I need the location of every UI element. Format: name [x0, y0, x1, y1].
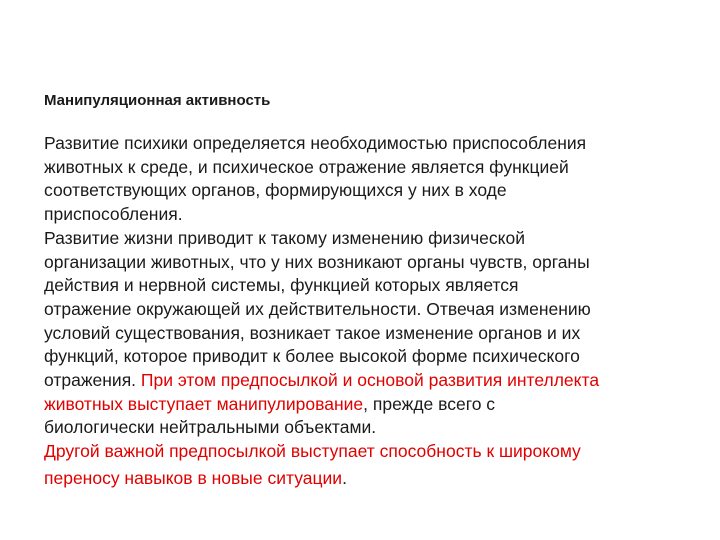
text-line: [44, 251, 716, 275]
slide-title: Манипуляционная активность: [44, 92, 271, 109]
text-segment: соответствующих органов, формирующихся у них в ходе: [44, 180, 507, 201]
text-segment: отражение окружающей их действительности. Отвечая изменению: [44, 298, 591, 319]
text-line: [44, 298, 716, 322]
text-line: [44, 322, 716, 346]
text-line: [44, 274, 716, 298]
text-line: [44, 416, 716, 440]
text-line: [44, 345, 716, 369]
text-segment: приспособления.: [44, 204, 183, 225]
highlighted-text-segment: Другой важной предпосылкой выступает способность к широкому: [44, 441, 581, 462]
text-segment: действия и нервной системы, функцией которых является: [44, 275, 519, 296]
highlighted-text-segment: животных выступает манипулирование: [44, 393, 364, 414]
text-line: [44, 369, 716, 393]
text-segment: функций, которое приводит к более высокой форме психического: [44, 346, 580, 367]
text-line: [44, 179, 716, 203]
text-line: [44, 467, 716, 491]
text-line: [44, 132, 716, 156]
text-line: [44, 393, 716, 417]
highlighted-text-segment: При этом предпосылкой и основой развития интеллекта: [140, 370, 600, 391]
highlighted-text-segment: переносу навыков в новые ситуации: [44, 467, 343, 488]
text-segment: отражения.: [44, 370, 141, 391]
text-line: [44, 156, 716, 180]
text-line: [44, 227, 716, 251]
text-line: [44, 203, 716, 227]
text-segment: животных к среде, и психическое отражение является функцией: [44, 156, 569, 177]
text-segment: .: [342, 467, 347, 488]
text-segment: , прежде всего с: [363, 393, 496, 414]
text-line: [44, 440, 716, 464]
text-segment: Развитие жизни приводит к такому изменению физической: [44, 227, 526, 248]
text-segment: организации животных, что у них возникают органы чувств, органы: [44, 251, 590, 272]
text-segment: Развитие психики определяется необходимостью приспособления: [44, 133, 587, 153]
text-segment: биологически нейтральными объектами.: [44, 417, 377, 438]
slide-body-text: [44, 132, 716, 491]
text-segment: условий существования, возникает такое изменение органов и их: [44, 322, 581, 343]
